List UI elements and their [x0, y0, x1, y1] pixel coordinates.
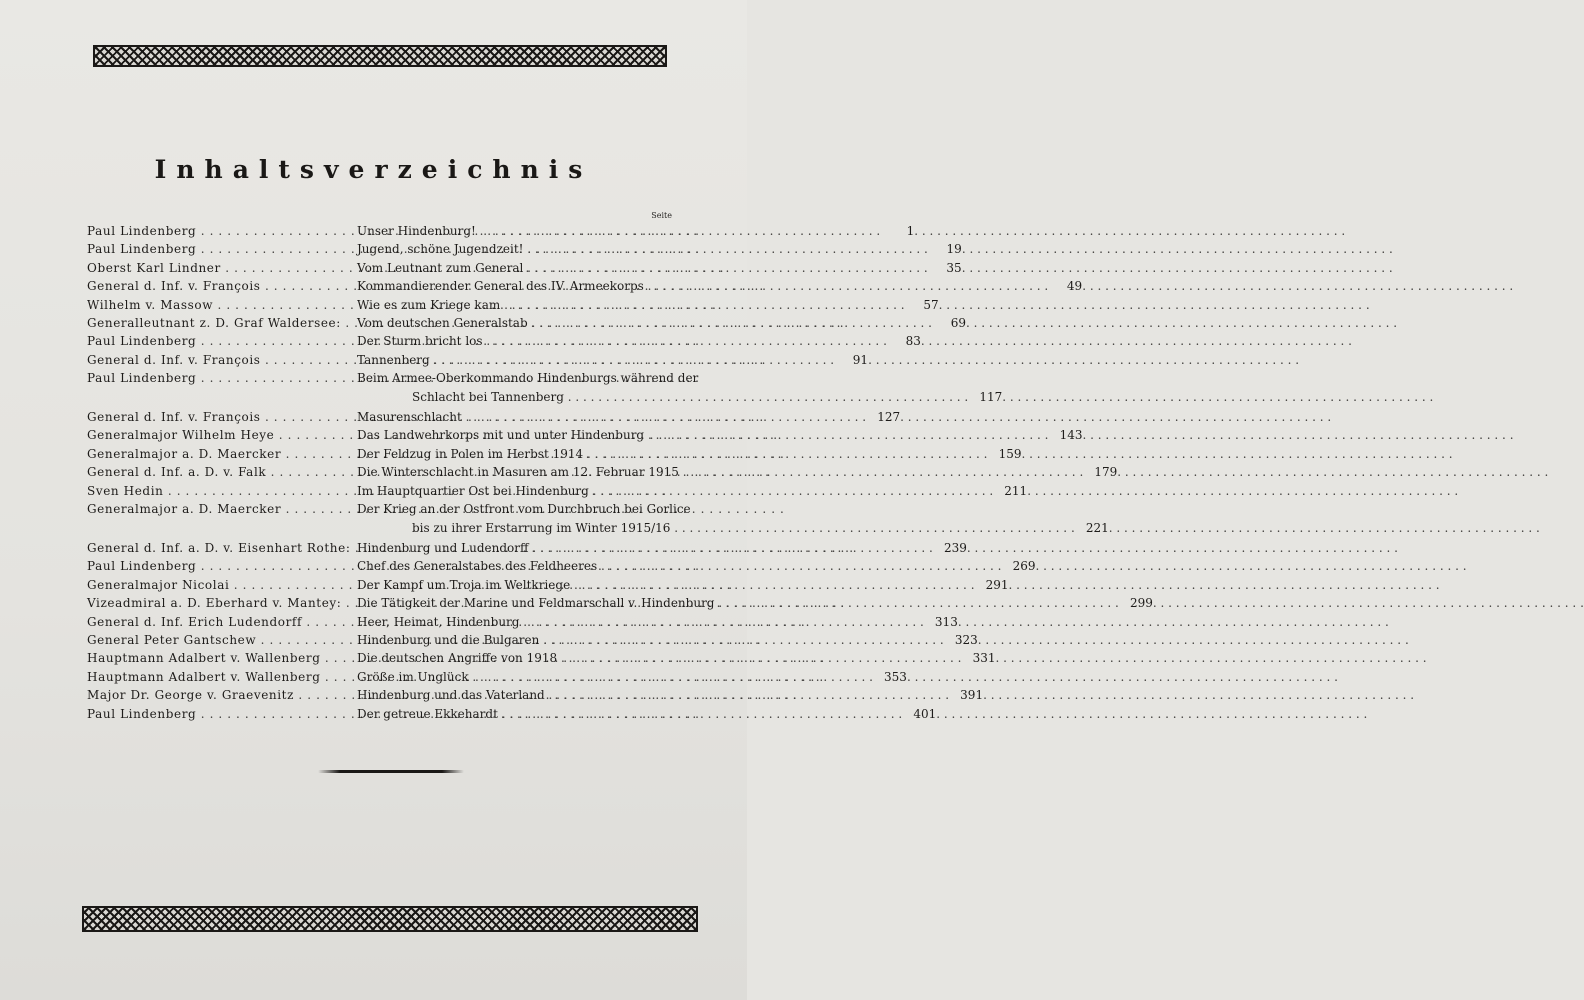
table-of-contents — [87, 222, 1153, 723]
toc-author: Major Dr. George v. Graevenitz . . . — [87, 686, 357, 704]
toc-title-column — [357, 332, 1352, 350]
toc-title-column — [357, 594, 1584, 612]
toc-author: General d. Inf. Erich Ludendorff . . . — [87, 613, 357, 631]
toc-title-continued: Schlacht bei Tannenberg — [412, 389, 564, 404]
toc-title-column — [357, 576, 1440, 594]
toc-page-number: 91 — [852, 352, 869, 367]
toc-entry — [87, 296, 939, 314]
page-title: Inhaltsverzeichnis — [154, 155, 593, 184]
toc-author: Hauptmann Adalbert v. Wallenberg . . . — [87, 649, 357, 667]
toc-entry — [87, 426, 1083, 444]
toc-title-column — [357, 426, 1514, 444]
toc-author: Paul Lindenberg . . . — [87, 557, 357, 575]
toc-page-number: 401 — [913, 706, 937, 721]
toc-author: Paul Lindenberg . . . — [87, 222, 357, 240]
toc-author: General d. Inf. a. D. v. Eisenhart Rothe: . . . — [87, 539, 357, 557]
toc-author: Wilhelm v. Massow . . . — [87, 296, 357, 314]
toc-entry — [87, 705, 937, 723]
toc-entry — [87, 351, 869, 369]
toc-title: Vom Leutnant zum General . . . — [357, 259, 928, 277]
toc-page-number: 143 — [1059, 428, 1083, 443]
toc-entry — [87, 631, 978, 649]
toc-author: Generalmajor a. D. Maercker . . . — [87, 500, 357, 537]
toc-author: Paul Lindenberg . . . — [87, 705, 357, 723]
toc-page-number: 159 — [998, 446, 1022, 461]
toc-page-number: 127 — [877, 410, 901, 425]
toc-entry — [87, 557, 1036, 575]
toc-page-number: 117 — [979, 389, 1003, 404]
toc-author: General Peter Gantschew . . . — [87, 631, 357, 649]
toc-entry — [87, 500, 1109, 537]
toc-entry — [87, 686, 984, 704]
toc-page-number: 239 — [943, 540, 967, 555]
toc-author: General d. Inf. a. D. v. Falk . . . — [87, 463, 357, 481]
toc-author: Oberst Karl Lindner . . . — [87, 259, 357, 277]
toc-title-column — [357, 463, 1548, 481]
toc-title-column — [357, 631, 1409, 649]
toc-title: Wie es zum Kriege kam . . . — [357, 296, 905, 314]
toc-author: Generalmajor Nicolai . . . — [87, 576, 357, 594]
toc-author: Generalmajor a. D. Maercker . . . — [87, 445, 357, 463]
toc-entry — [87, 594, 1153, 612]
toc-entry — [87, 445, 1022, 463]
toc-title-column — [357, 668, 1338, 686]
toc-entry — [87, 463, 1118, 481]
toc-title-column — [357, 445, 1453, 463]
toc-entry — [87, 649, 996, 667]
toc-entry — [87, 408, 901, 426]
page-column-header: Seite — [651, 211, 672, 220]
toc-title: Chef des Generalstabes des Feldheeres . . . — [357, 557, 1001, 575]
toc-page-number: 323 — [954, 632, 978, 647]
toc-title-column — [357, 613, 1389, 631]
toc-entry — [87, 277, 1083, 295]
toc-page-number: 391 — [960, 688, 984, 703]
toc-page-number: 299 — [1129, 596, 1153, 611]
toc-entry — [87, 482, 1028, 500]
toc-title: Beim Armee-Oberkommando Hindenburgs während der — [357, 371, 699, 386]
toc-title-column — [357, 314, 1397, 332]
toc-title: Hindenburg und das Vaterland . . . — [357, 686, 949, 704]
toc-author: General d. Inf. v. François . . . — [87, 351, 357, 369]
toc-entry — [87, 332, 921, 350]
toc-page-number: 83 — [905, 334, 921, 349]
toc-page-number: 331 — [972, 651, 996, 666]
toc-entry — [87, 668, 907, 686]
toc-page-number: 19 — [946, 242, 962, 257]
toc-title-column — [357, 500, 1540, 537]
toc-title-column — [357, 649, 1427, 667]
toc-author: Sven Hedin . . . — [87, 482, 357, 500]
toc-author: Paul Lindenberg . . . — [87, 332, 357, 350]
toc-page-number: 353 — [884, 669, 907, 684]
toc-page-number: 49 — [1066, 279, 1083, 294]
toc-title-column — [357, 240, 1393, 258]
toc-entry — [87, 314, 966, 332]
top-ornament-border — [93, 45, 667, 67]
toc-author: Generalleutnant z. D. Graf Waldersee: . . . — [87, 314, 357, 332]
toc-title: Die deutschen Angriffe von 1918 . . . — [357, 649, 961, 667]
toc-title: Unser Hindenburg! . . . — [357, 222, 880, 240]
toc-title: Der Krieg an der Ostfront vom Durchbruch bei Gorlice — [357, 502, 691, 517]
toc-title-column — [357, 296, 1370, 314]
toc-page-number: 179 — [1094, 465, 1118, 480]
toc-title: Jugend, schöne Jugendzeit! . . . — [357, 240, 928, 258]
toc-entry — [87, 222, 915, 240]
toc-title-column — [357, 539, 1398, 557]
toc-page-number: 313 — [934, 614, 958, 629]
bottom-ornament-border — [82, 906, 698, 932]
toc-title-column — [357, 259, 1393, 277]
toc-page-number: 291 — [985, 577, 1009, 592]
toc-author: Paul Lindenberg . . . — [87, 369, 357, 406]
toc-entry — [87, 539, 967, 557]
toc-title: Größe im Unglück . . . — [357, 668, 873, 686]
toc-title-column — [357, 222, 1345, 240]
toc-page-number: 35 — [946, 260, 962, 275]
toc-title: Im Hauptquartier Ost bei Hindenburg . . . — [357, 482, 993, 500]
toc-title: Tannenberg . . . — [357, 351, 834, 369]
toc-title-column — [357, 557, 1467, 575]
toc-title-column — [357, 482, 1458, 500]
toc-title-column — [357, 351, 1299, 369]
toc-title-column — [357, 705, 1367, 723]
toc-entry — [87, 613, 958, 631]
toc-page-number: 57 — [923, 297, 939, 312]
toc-page-number: 211 — [1004, 483, 1028, 498]
toc-title: Hindenburg und die Bulgaren . . . — [357, 631, 944, 649]
toc-entry — [87, 259, 962, 277]
toc-title: Die Winterschlacht in Masuren am 12. Februar 1915 . . . — [357, 463, 1083, 481]
divider-rule — [318, 770, 464, 773]
toc-title: Der Kampf um Troja im Weltkriege . . . — [357, 576, 975, 594]
toc-page-number: 269 — [1012, 559, 1036, 574]
toc-entry — [87, 369, 1003, 406]
toc-author: Paul Lindenberg . . . — [87, 240, 357, 258]
toc-page-number: 221 — [1085, 520, 1109, 535]
toc-title: Kommandierender General des IV. Armeekorps . . . — [357, 277, 1048, 295]
toc-author: General d. Inf. v. François . . . — [87, 408, 357, 426]
toc-page-number: 1 — [906, 224, 915, 238]
toc-title: Heer, Heimat, Hindenburg . . . — [357, 613, 924, 631]
toc-title: Hindenburg und Ludendorff . . . — [357, 539, 933, 557]
toc-title-column — [357, 686, 1414, 704]
toc-title: Die Tätigkeit der Marine und Feldmarschall v. Hindenburg . . . — [357, 594, 1119, 612]
toc-author: Vizeadmiral a. D. Eberhard v. Mantey: . . . — [87, 594, 357, 612]
toc-entry — [87, 240, 962, 258]
toc-title: Der getreue Ekkehardt . . . — [357, 705, 902, 723]
toc-entry — [87, 576, 1009, 594]
toc-title: Der Feldzug in Polen im Herbst 1914 . . . — [357, 445, 987, 463]
toc-title: Der Sturm bricht los . . . — [357, 332, 887, 350]
toc-author: Generalmajor Wilhelm Heye . . . — [87, 426, 357, 444]
toc-title-continued: bis zu ihrer Erstarrung im Winter 1915/16 — [412, 520, 671, 535]
toc-title: Das Landwehrkorps mit und unter Hindenburg . . . — [357, 426, 1048, 444]
toc-title-column — [357, 277, 1513, 295]
toc-author: Hauptmann Adalbert v. Wallenberg . . . — [87, 668, 357, 686]
toc-title-column — [357, 408, 1331, 426]
toc-author: General d. Inf. v. François . . . — [87, 277, 357, 295]
toc-title-column — [357, 369, 1433, 406]
toc-title: Masurenschlacht . . . — [357, 408, 866, 426]
toc-title: Vom deutschen Generalstab . . . — [357, 314, 932, 332]
toc-page-number: 69 — [950, 316, 966, 331]
